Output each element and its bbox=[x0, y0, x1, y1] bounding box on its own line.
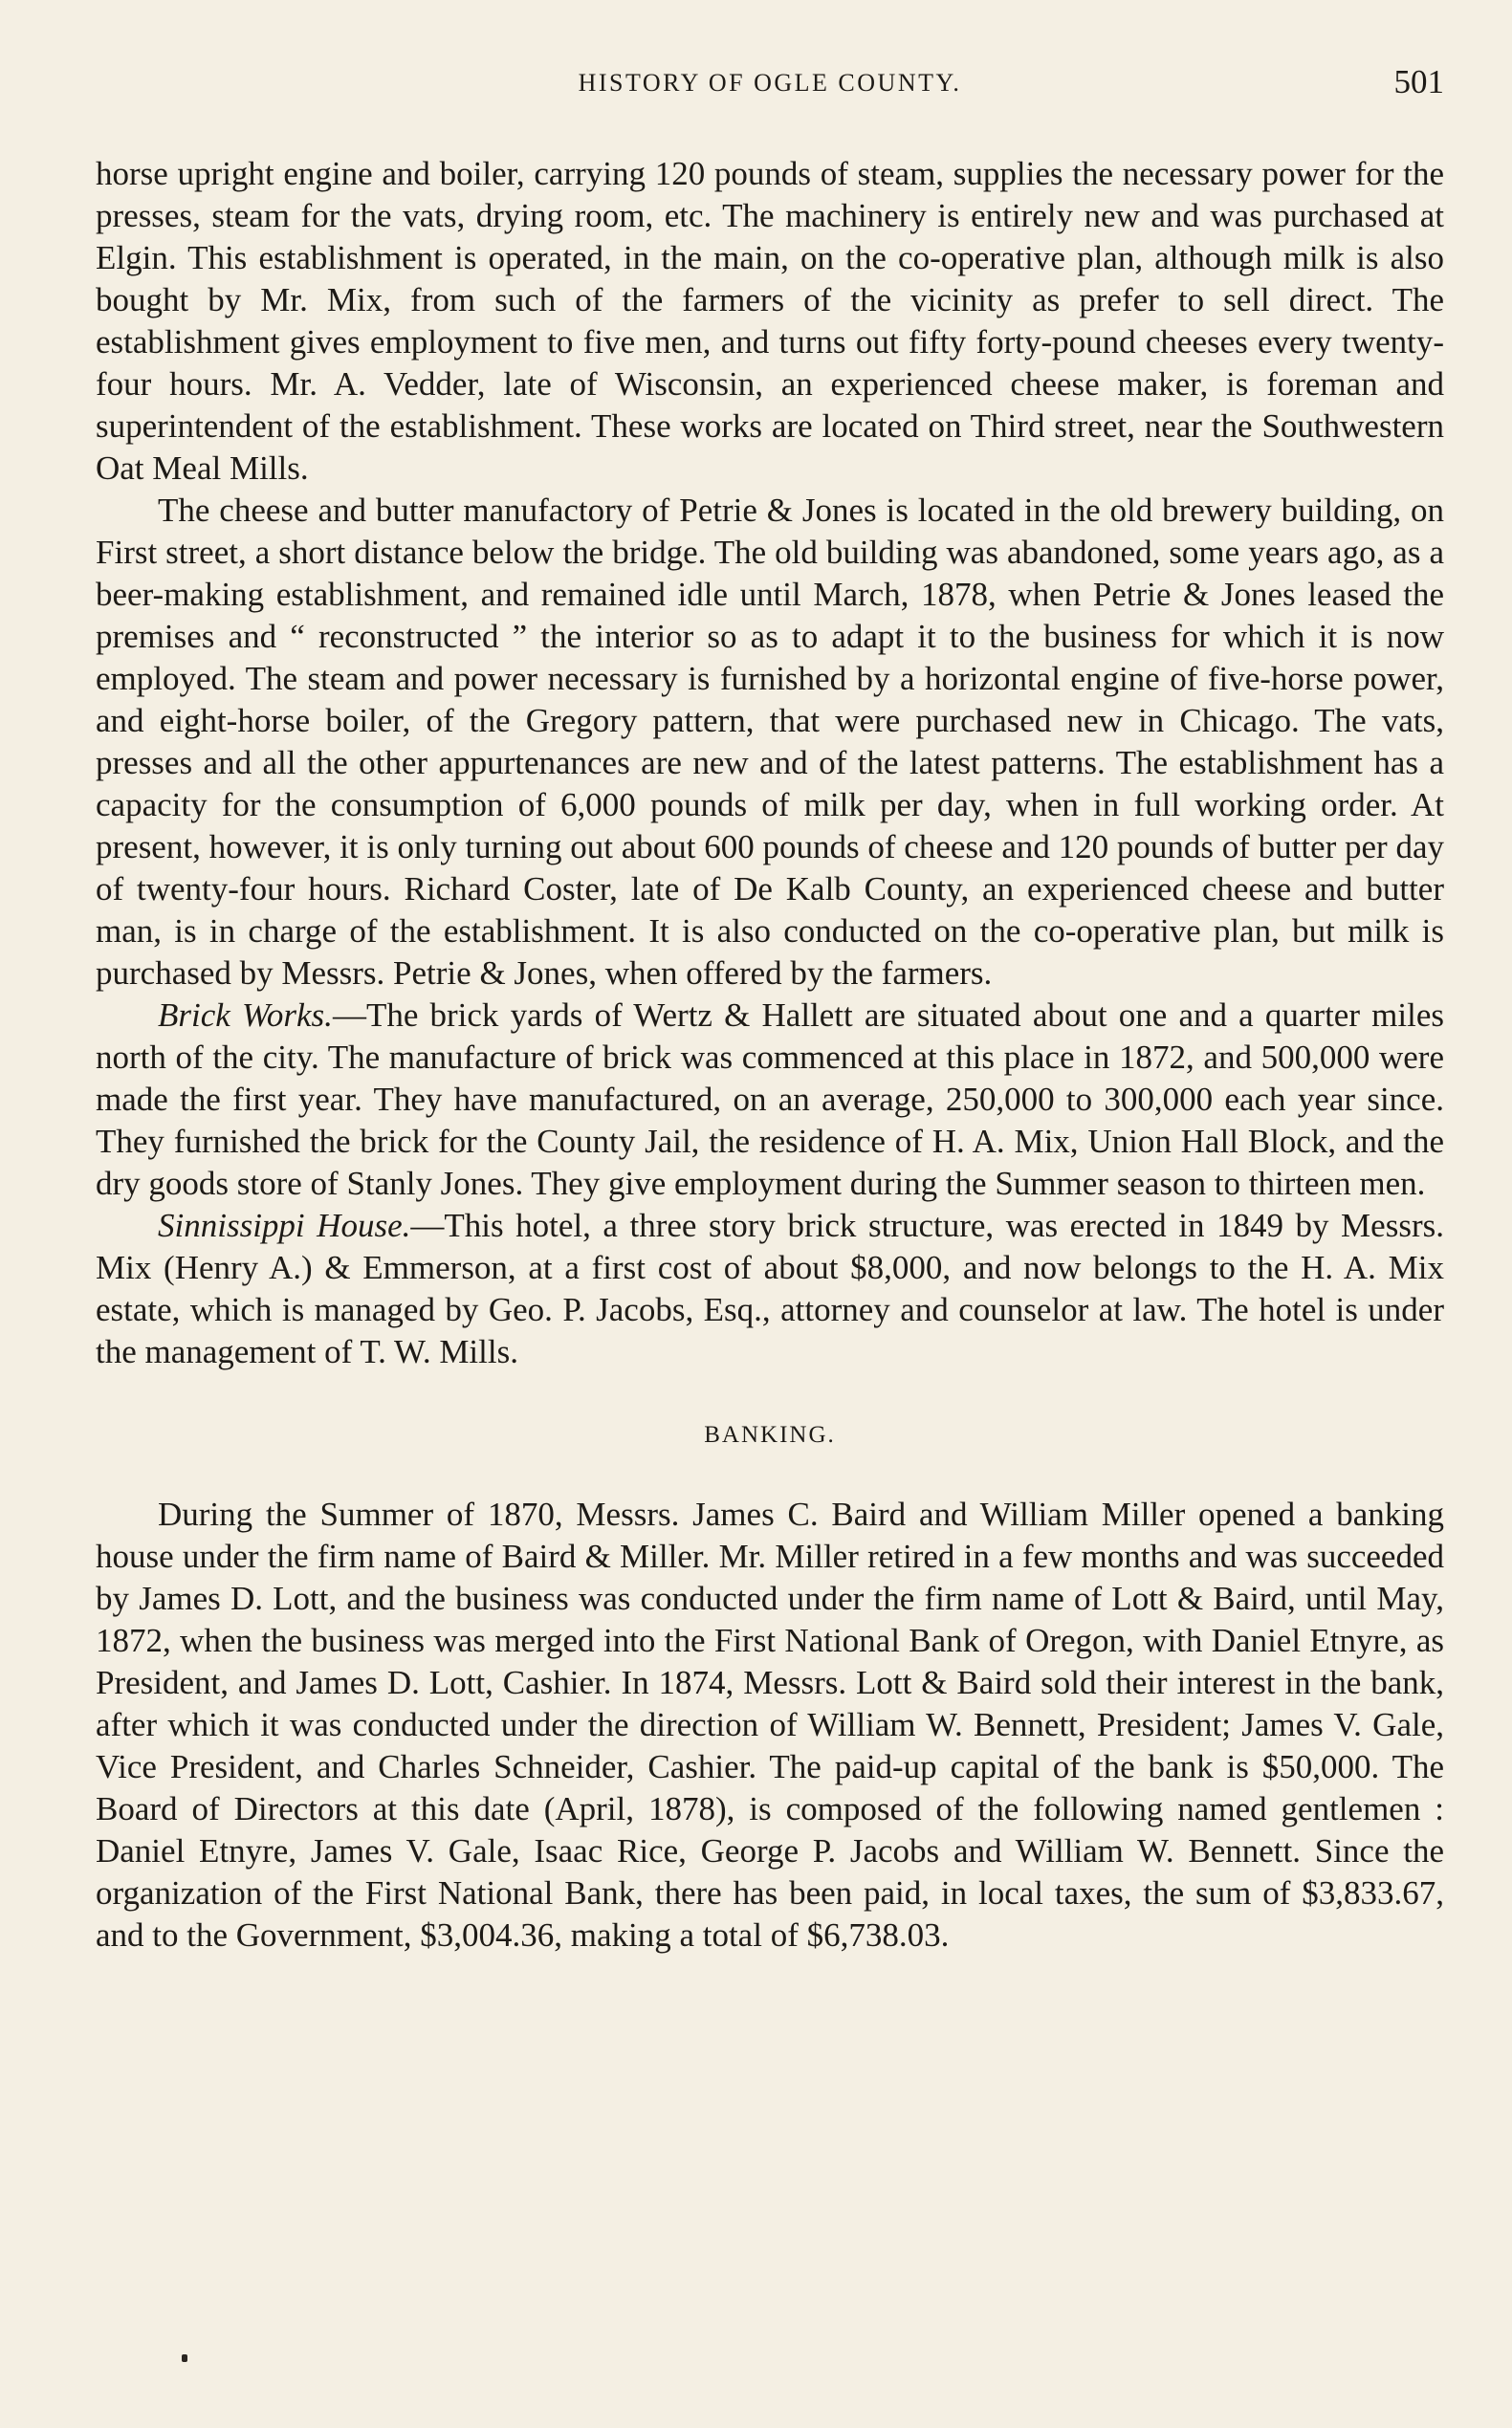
paragraph-body: —This hotel, a three story brick structure, was erected in 1849 by Messrs. Mix (Henry A.) & Emmerson, at a first cost of about $8,000, and now belongs to the H. A. Mix estate, which is managed by Geo. P. Jacobs, Esq., attorney and counselor at law. The hotel is under the management of T. W. Mills. bbox=[96, 1207, 1444, 1370]
paragraph-cheese-factory-continued: horse upright engine and boiler, carrying 120 pounds of steam, supplies the necessary power for the presses, steam for the vats, drying room, etc. The machinery is entirely new and was purchased at Elgin. This establishment is operated, in the main, on the co-operative plan, although milk is also bought by Mr. Mix, from such of the farmers of the vicinity as prefer to sell direct. The establishment gives employment to five men, and turns out fifty forty-pound cheeses every twenty-four hours. Mr. A. Vedder, late of Wisconsin, an experienced cheese maker, is foreman and superintendent of the establishment. These works are located on Third street, near the Southwestern Oat Meal Mills. bbox=[96, 155, 1444, 487]
section-heading-banking: BANKING. bbox=[704, 1422, 836, 1448]
page-number: 501 bbox=[1393, 63, 1444, 100]
running-title: HISTORY OF OGLE COUNTY. bbox=[578, 69, 962, 97]
paragraph-banking: During the Summer of 1870, Messrs. James C. Baird and William Miller opened a banking house under the firm name of Baird & Miller. Mr. Miller retired in a few months and was succeeded by James D. Lott, and the business was conducted under the firm name of Lott & Baird, until May, 1872, when the business was merged into the First National Bank of Oregon, with Daniel Etnyre, as President, and James D. Lott, Cashier. In 1874, Messrs. Lott & Baird sold their interest in the bank, after which it was conducted under the direction of William W. Bennett, President; James V. Gale, Vice President, and Charles Schneider, Cashier. The paid-up capital of the bank is $50,000. The Board of Directors at this date (April, 1878), is composed of the following named gentlemen : Daniel Etnyre, James V. Gale, Isaac Rice, George P. Jacobs and William W. Bennett. Since the organization of the First National Bank, there has been paid, in local taxes, the sum of $3,833.67, and to the Government, $3,004.36, making a total of $6,738.03. bbox=[96, 1496, 1444, 1954]
run-in-heading: Sinnissippi House. bbox=[158, 1207, 411, 1244]
paragraph-brick-works bbox=[96, 995, 1444, 1205]
paragraph-sinnissippi-house bbox=[96, 1205, 1444, 1373]
paragraph-petrie-jones: The cheese and butter manufactory of Petrie & Jones is located in the old brewery building, on First street, a short distance below the bridge. The old building was abandoned, some years ago, as a beer-making establishment, and remained idle until March, 1878, when Petrie & Jones leased the premises and “ reconstructed ” the interior so as to adapt it to the business for which it is now employed. The steam and power necessary is furnished by a horizontal engine of five-horse power, and eight-horse boiler, of the Gregory pattern, that were purchased new in Chicago. The vats, presses and all the other appurtenances are new and of the latest patterns. The establishment has a capacity for the consumption of 6,000 pounds of milk per day, when in full working order. At present, however, it is only turning out about 600 pounds of cheese and 120 pounds of butter per day of twenty-four hours. Richard Coster, late of De Kalb County, an experienced cheese and butter man, is in charge of the establishment. It is also conducted on the co-operative plan, but milk is purchased by Messrs. Petrie & Jones, when offered by the farmers. bbox=[96, 492, 1444, 992]
run-in-heading: Brick Works. bbox=[158, 996, 333, 1034]
paragraph-body: —The brick yards of Wertz & Hallett are situated about one and a quarter miles north of the city. The manufacture of brick was commenced at this place in 1872, and 500,000 were made the first year. They have manufactured, on an average, 250,000 to 300,000 each year since. They furnished the brick for the County Jail, the residence of H. A. Mix, Union Hall Block, and the dry goods store of Stanly Jones. They give employment during the Summer season to thirteen men. bbox=[96, 996, 1444, 1202]
ink-speck bbox=[182, 2354, 187, 2362]
body-text bbox=[96, 153, 1444, 1957]
running-head bbox=[96, 63, 1444, 111]
